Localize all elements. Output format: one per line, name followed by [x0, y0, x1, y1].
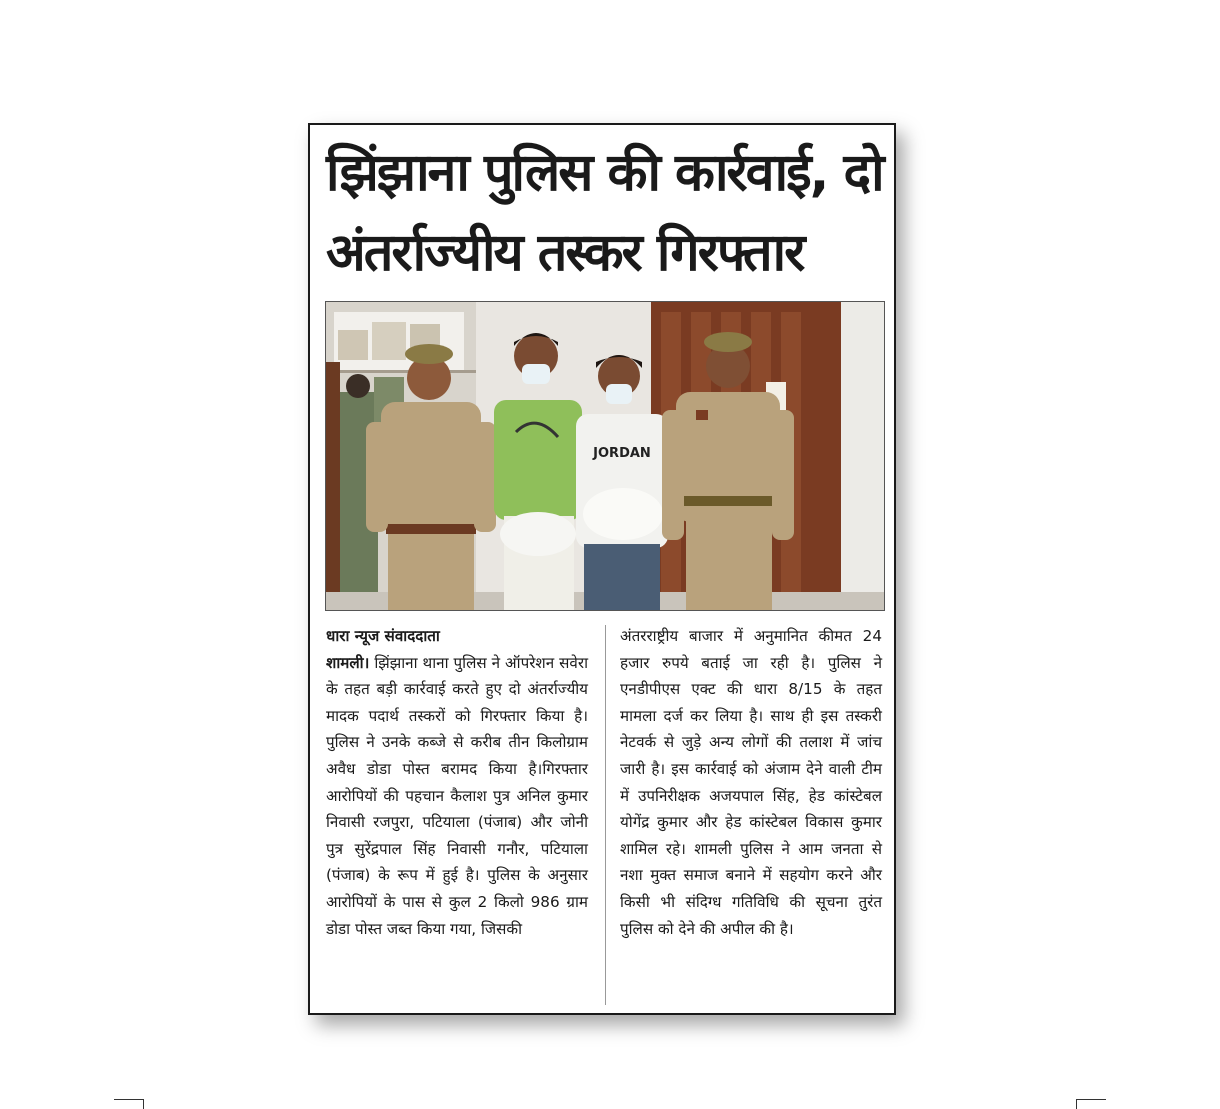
shirt-text: JORDAN: [593, 446, 651, 461]
photo-illustration: [326, 302, 884, 610]
newspaper-clipping: [308, 123, 896, 1015]
article-body-right: अंतरराष्ट्रीय बाजार में अनुमानित कीमत 24 हजार रुपये बताई जा रही है। पुलिस ने एनडीपीएस एक्ट की धारा 8/15 के तहत मामला दर्ज कर लिया है। साथ ही इस तस्करी नेटवर्क से जुड़े अन्य लोगों की तलाश में जांच जारी है। इस कार्रवाई को अंजाम देने वाली टीम में उपनिरीक्षक अजयपाल सिंह, हेड कांस्टेबल योगेंद्र कुमार और हेड कांस्टेबल विकास कुमार शामिल रहे। शामली पुलिस ने आम जनता से नशा मुक्त समाज बनाने में सहयोग करने और किसी भी संदिग्ध गतिविधि की सूचना तुरंत पुलिस को देने की अपील की है।: [620, 627, 882, 938]
crop-mark-left-h: [114, 1099, 144, 1100]
byline: धारा न्यूज संवाददाता: [326, 627, 440, 645]
crop-mark-right-v: [1076, 1099, 1077, 1109]
headline: [326, 133, 882, 293]
news-photo: [325, 301, 885, 611]
headline-line-1: झिंझाना पुलिस की कार्रवाई, दो: [326, 143, 883, 203]
column-divider: [605, 625, 606, 1005]
article-body-left: झिंझाना थाना पुलिस ने ऑपरेशन सवेरा के तहत बड़ी कार्रवाई करते हुए दो अंतर्राज्यीय मादक पदार्थ तस्करों को गिरफ्तार किया है। पुलिस ने उनके कब्जे से करीब तीन किलोग्राम अवैध डोडा पोस्त बरामद किया है।गिरफ्तार आरोपियों की पहचान कैलाश पुत्र अनिल कुमार निवासी रजपुरा, पटियाला (पंजाब) और जोनी पुत्र सुरेंद्रपाल सिंह निवासी गनौर, पटियाला (पंजाब) के रूप में हुई है। पुलिस के अनुसार आरोपियों के पास से कुल 2 किलो 986 ग्राम डोडा पोस्त जब्त किया गया, जिसकी: [326, 653, 589, 938]
crop-mark-left-v: [143, 1099, 144, 1109]
article-column-left: [326, 623, 588, 942]
crop-mark-right-h: [1076, 1099, 1106, 1100]
headline-line-2: अंतर्राज्यीय तस्कर गिरफ्तार: [326, 223, 804, 283]
article-column-right: [620, 623, 882, 942]
dateline: शामली।: [326, 653, 370, 672]
